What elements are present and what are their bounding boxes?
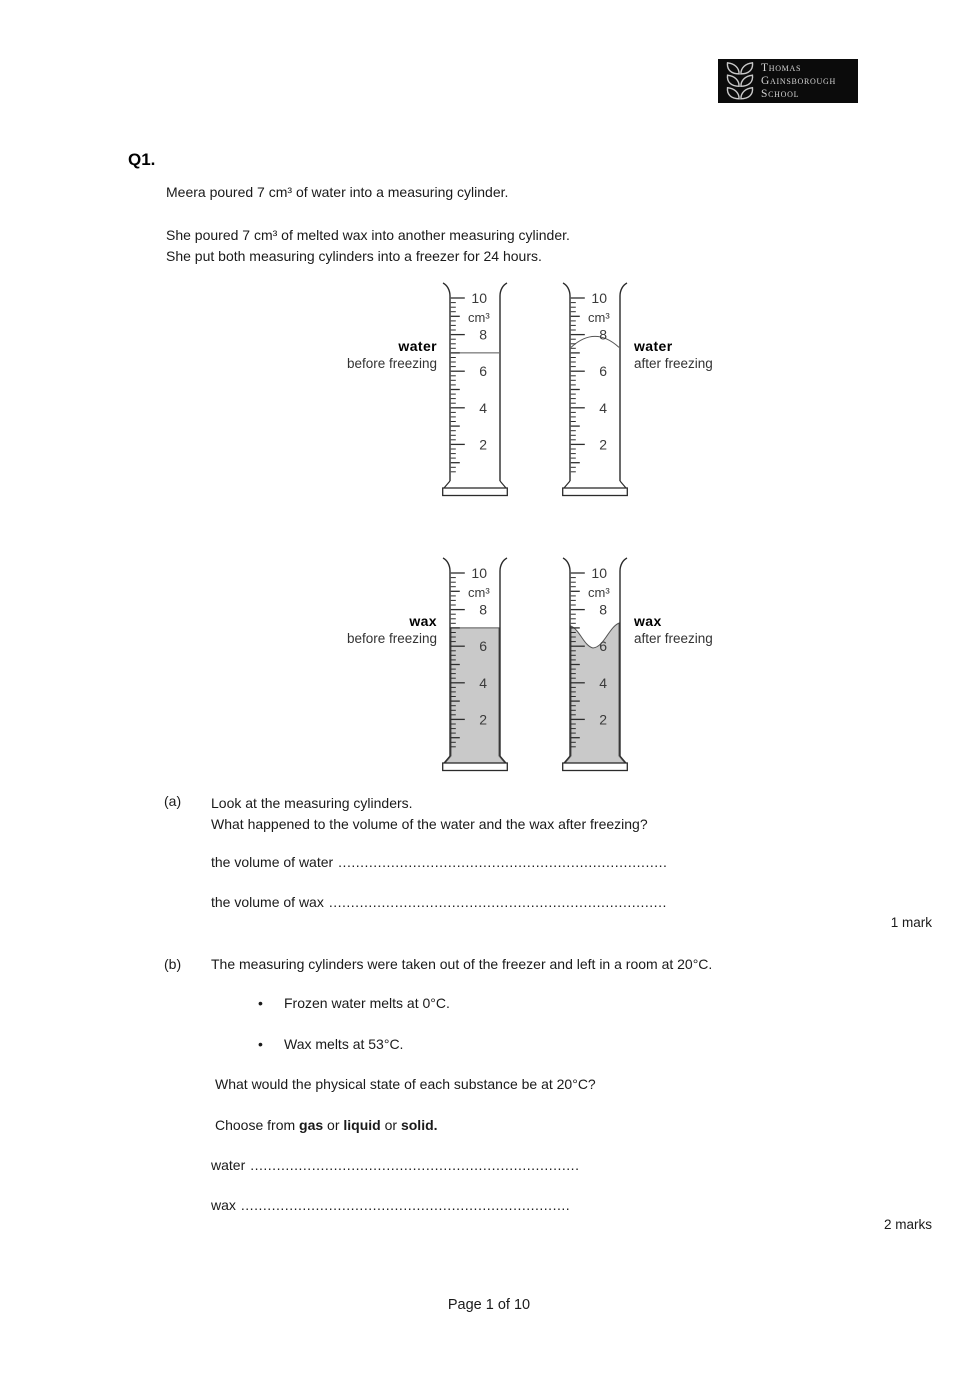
- scale-number: 2: [479, 711, 487, 728]
- cylinder-label-wax-before: [330, 556, 442, 648]
- scale-number: 6: [479, 363, 487, 380]
- scale-number: 8: [479, 601, 487, 618]
- scale-unit-label: cm³: [468, 310, 490, 325]
- answer-prefix: the volume of water: [211, 854, 334, 870]
- measuring-cylinder-wax-before: [442, 556, 508, 778]
- answer-prefix: the volume of wax: [211, 894, 324, 910]
- part-b-marks: 2 marks: [883, 1217, 932, 1232]
- bullet-icon: •: [258, 995, 263, 1011]
- part-a-line-1: Look at the measuring cylinders.: [211, 795, 413, 811]
- part-b-text: The measuring cylinders were taken out of the freezer and left in a room at 20°C.: [211, 956, 713, 972]
- scale-number: 4: [599, 674, 607, 691]
- logo-line: Thomas: [761, 61, 802, 74]
- logo-line: School: [761, 87, 800, 100]
- measuring-cylinder-water-after: [562, 281, 628, 503]
- school-logo-text: [761, 62, 836, 101]
- scale-number: 2: [599, 711, 607, 728]
- cylinder-label-condition: before freezing: [346, 631, 437, 646]
- cylinder-label-substance: water: [398, 338, 437, 354]
- scale-number: 10: [471, 290, 487, 306]
- part-a-text: [211, 793, 648, 835]
- scale-number: 8: [599, 326, 607, 343]
- scale-number: 6: [599, 363, 607, 380]
- cylinder-label-wax-after: [628, 556, 740, 648]
- part-b-question: What would the physical state of each substance be at 20°C?: [215, 1076, 596, 1092]
- scale-number: 4: [599, 399, 607, 416]
- measuring-cylinder-water-before: [442, 281, 508, 503]
- choose-option: gas: [299, 1117, 324, 1133]
- bullet-text: Wax melts at 53°C.: [284, 1036, 404, 1052]
- dotted-answer-space: ...........................................................................: [338, 854, 668, 870]
- bullet-text: Frozen water melts at 0°C.: [284, 995, 450, 1011]
- page-footer: Page 1 of 10: [447, 1297, 531, 1313]
- choose-option: solid.: [400, 1117, 438, 1133]
- leaf-emblem-icon: [724, 62, 756, 100]
- choose-option: liquid: [343, 1117, 381, 1133]
- school-logo: [718, 59, 858, 103]
- measuring-cylinder-wax-after: [562, 556, 628, 778]
- answer-line-wax-state: [211, 1197, 570, 1213]
- cylinder-label-substance: water: [634, 338, 673, 354]
- choose-text: Choose from: [215, 1117, 300, 1133]
- choose-text: or: [323, 1117, 344, 1133]
- scale-number: 2: [479, 436, 487, 453]
- dotted-answer-space: ...........................................................................: [240, 1197, 571, 1213]
- cylinder-label-water-after: [628, 281, 740, 373]
- answer-prefix: wax: [211, 1197, 236, 1213]
- choose-text: or: [380, 1117, 401, 1133]
- answer-line-water-volume: [211, 854, 667, 870]
- cylinder-label-condition: after freezing: [634, 631, 713, 646]
- intro-line-2: She poured 7 cm³ of melted wax into another measuring cylinder.: [166, 227, 570, 243]
- cylinder-label-condition: after freezing: [634, 356, 713, 371]
- choose-instruction: [215, 1117, 438, 1133]
- scale-unit-label: cm³: [588, 310, 610, 325]
- cylinder-diagram-wax: [330, 556, 740, 778]
- answer-line-water-state: [211, 1157, 579, 1173]
- scale-number: 8: [479, 326, 487, 343]
- cylinder-label-water-before: [330, 281, 442, 373]
- dotted-answer-space: ...........................................................................: [250, 1157, 580, 1173]
- cylinder-diagram-water: [330, 281, 740, 503]
- bullet-item-2: [258, 1036, 403, 1052]
- cylinder-label-substance: wax: [409, 613, 437, 629]
- scale-unit-label: cm³: [468, 585, 490, 600]
- dotted-answer-space: .............................................................................: [328, 894, 667, 910]
- bullet-item-1: [258, 995, 450, 1011]
- answer-line-wax-volume: [211, 894, 667, 910]
- bullet-icon: •: [258, 1036, 263, 1052]
- scale-unit-label: cm³: [588, 585, 610, 600]
- scale-number: 4: [479, 399, 487, 416]
- part-a-line-2: What happened to the volume of the water and the wax after freezing?: [211, 816, 648, 832]
- scale-number: 6: [479, 638, 487, 655]
- scale-number: 6: [599, 638, 607, 655]
- scale-number: 4: [479, 674, 487, 691]
- logo-line: Gainsborough: [761, 74, 836, 87]
- scale-number: 8: [599, 601, 607, 618]
- intro-line-3: She put both measuring cylinders into a freezer for 24 hours.: [166, 248, 542, 264]
- intro-paragraph-2: [166, 225, 570, 267]
- part-a-label: (a): [164, 793, 182, 809]
- scale-number: 10: [591, 565, 607, 581]
- intro-paragraph-1: Meera poured 7 cm³ of water into a measuring cylinder.: [166, 184, 509, 200]
- answer-prefix: water: [211, 1157, 246, 1173]
- cylinder-label-substance: wax: [634, 613, 662, 629]
- part-b-label: (b): [164, 956, 182, 972]
- part-a-marks: 1 mark: [890, 915, 932, 930]
- question-number: Q1.: [128, 150, 156, 169]
- scale-number: 2: [599, 436, 607, 453]
- cylinder-label-condition: before freezing: [346, 356, 437, 371]
- scale-number: 10: [591, 290, 607, 306]
- scale-number: 10: [471, 565, 487, 581]
